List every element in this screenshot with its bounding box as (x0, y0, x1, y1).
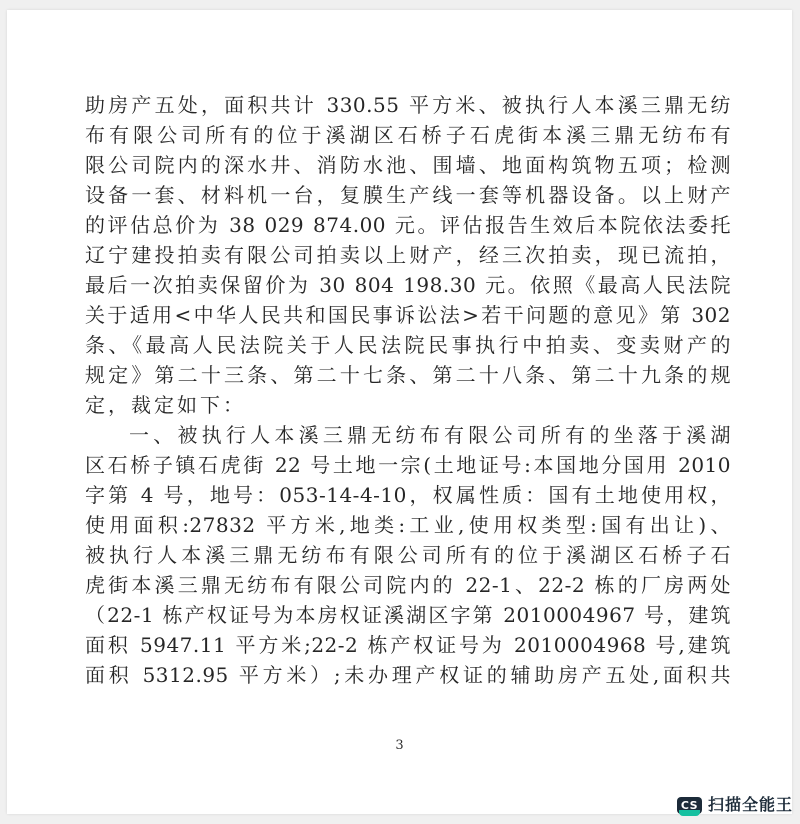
body-line: 辽宁建投拍卖有限公司拍卖以上财产，经三次拍卖，现已流拍， (85, 243, 731, 267)
body-line: 设备一套、材料机一台，复膜生产线一套等机器设备。以上财产 (85, 183, 731, 207)
body-line: 布有限公司所有的位于溪湖区石桥子石虎街本溪三鼎无纺布有 (85, 123, 731, 147)
body-line: 关于适用<中华人民共和国民事诉讼法>若干问题的意见》第 302 (85, 303, 731, 327)
body-line: 使用面积:27832 平方米,地类:工业,使用权类型:国有出让)、 (85, 513, 731, 537)
body-line: 字第 4 号，地号：053-14-4-10，权属性质：国有土地使用权， (85, 483, 731, 507)
document-body (85, 90, 731, 690)
body-line: 条、《最高人民法院关于人民法院民事执行中拍卖、变卖财产的 (85, 333, 731, 357)
body-line: 最后一次拍卖保留价为 30 804 198.30 元。依照《最高人民法院 (85, 273, 731, 297)
camscanner-watermark (677, 793, 793, 817)
body-line: 被执行人本溪三鼎无纺布有限公司所有的位于溪湖区石桥子石 (85, 543, 731, 567)
body-line: 区石桥子镇石虎街 22 号土地一宗(土地证号:本国地分国用 2010 (85, 453, 731, 477)
body-line: 面积 5947.11 平方米;22-2 栋产权证号为 2010004968 号,建筑 (85, 633, 731, 657)
body-line: 的评估总价为 38 029 874.00 元。评估报告生效后本院依法委托 (85, 213, 731, 237)
camscanner-label: 扫描全能王 (707, 795, 793, 814)
body-line: 助房产五处，面积共计 330.55 平方米、被执行人本溪三鼎无纺 (85, 93, 731, 117)
camscanner-logo-icon (677, 797, 702, 814)
body-line: 定，裁定如下： (85, 393, 246, 417)
camscanner-badge-text: CS (680, 798, 699, 812)
page-number: 3 (395, 738, 404, 753)
body-line: 面积 5312.95 平方米）;未办理产权证的辅助房产五处,面积共 (85, 663, 731, 687)
body-line: 限公司院内的深水井、消防水池、围墙、地面构筑物五项；检测 (85, 153, 731, 177)
body-line: 虎街本溪三鼎无纺布有限公司院内的 22-1、22-2 栋的厂房两处 (85, 573, 731, 597)
document-page (7, 10, 792, 814)
body-line: 一、被执行人本溪三鼎无纺布有限公司所有的坐落于溪湖 (129, 423, 731, 447)
body-line: （22-1 栋产权证号为本房权证溪湖区字第 2010004967 号，建筑 (85, 603, 731, 627)
body-line: 规定》第二十三条、第二十七条、第二十八条、第二十九条的规 (85, 363, 731, 387)
